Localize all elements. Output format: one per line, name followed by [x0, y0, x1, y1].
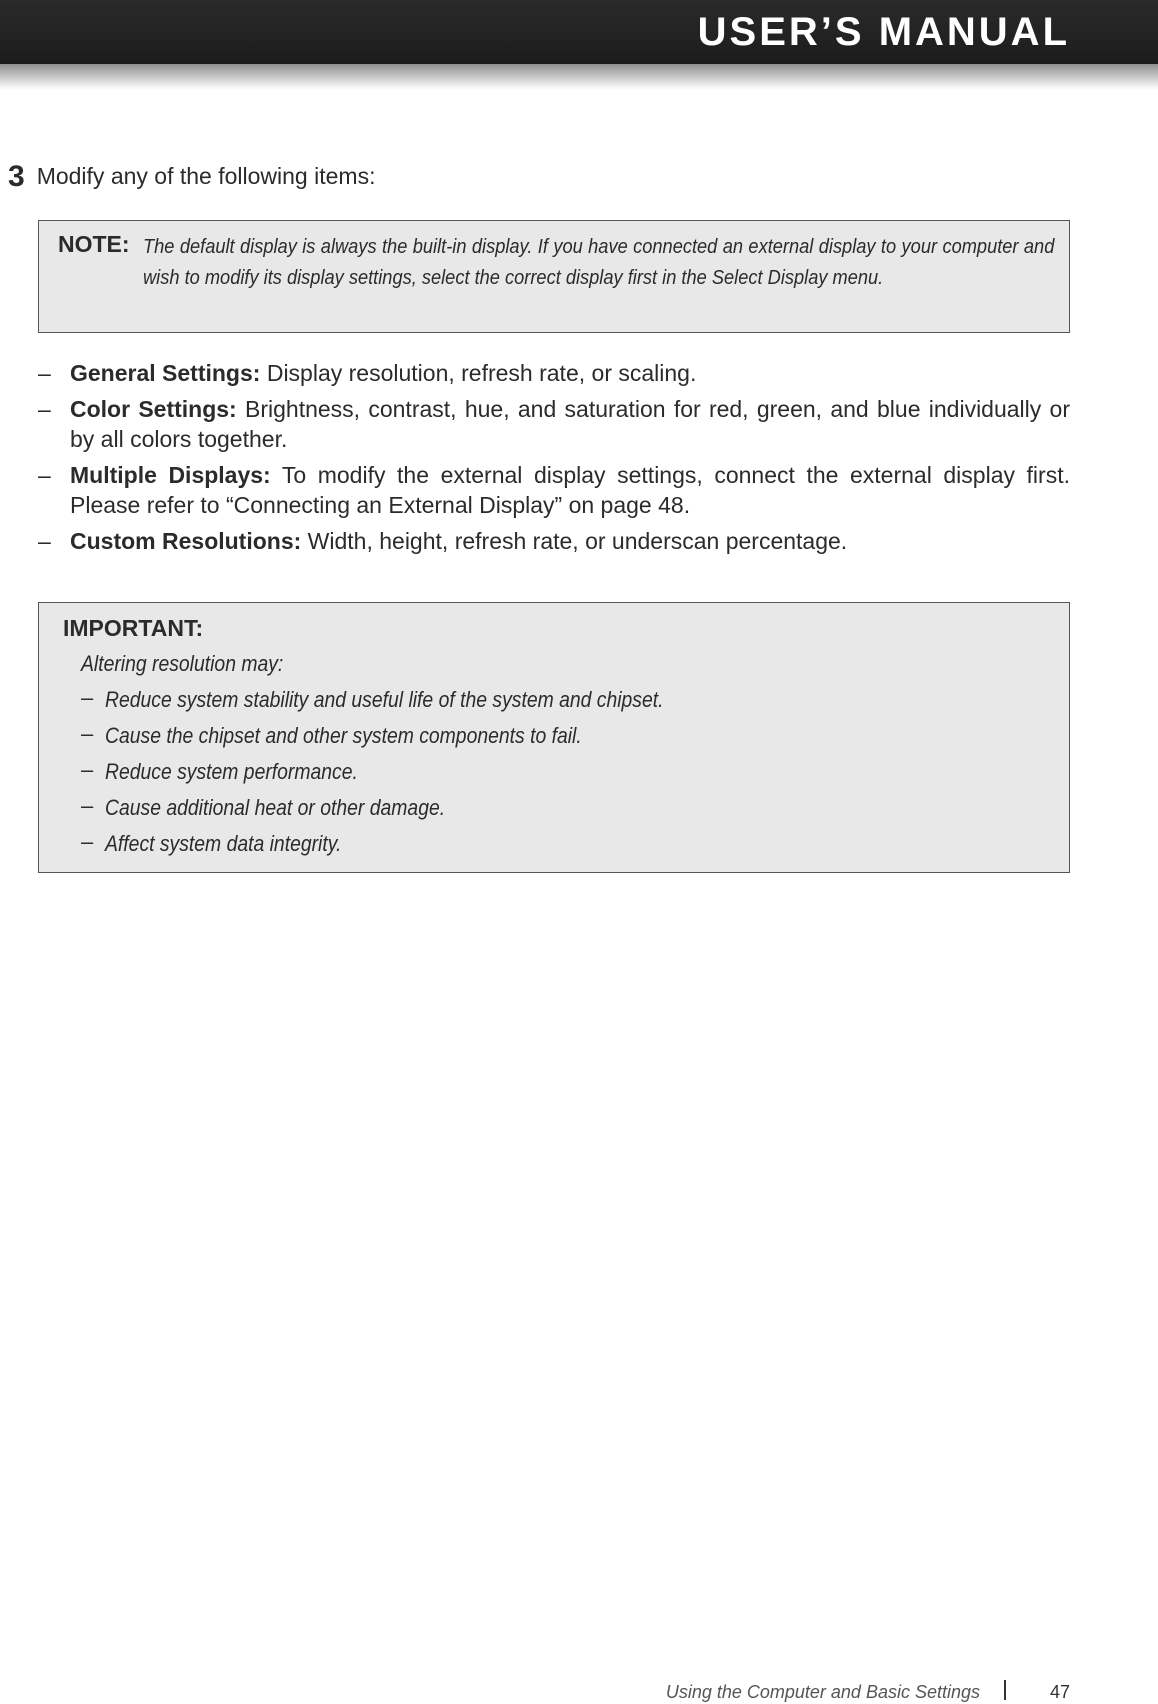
footer-section-title: Using the Computer and Basic Settings — [665, 1682, 980, 1702]
important-item-text: Affect system data integrity. — [105, 831, 342, 856]
list-item — [38, 526, 1070, 556]
dash: – — [81, 757, 94, 782]
item-desc: Brightness, contrast, hue, and saturation for red, green, and blue individually or by all colors together. — [70, 396, 1071, 452]
important-box — [38, 602, 1070, 873]
dash: – — [38, 462, 51, 488]
important-item-text: Reduce system stability and useful life of the system and chipset. — [105, 687, 664, 712]
page-number: 47 — [1049, 1682, 1070, 1702]
note-box — [38, 220, 1070, 333]
footer-divider — [1004, 1680, 1006, 1700]
important-item-text: Cause additional heat or other damage. — [105, 795, 446, 820]
page-title: USER’S MANUAL — [697, 10, 1070, 54]
item-desc: To modify the external display settings, connect the external display first. Please refer to “Connecting an External Display” on page 48. — [70, 462, 1070, 518]
dash: – — [81, 829, 94, 854]
dash: – — [81, 721, 94, 746]
list-item — [38, 460, 1070, 520]
dash: – — [81, 793, 94, 818]
important-item-text: Reduce system performance. — [105, 759, 358, 784]
list-item — [38, 394, 1070, 454]
dash: – — [81, 685, 94, 710]
important-item-text: Cause the chipset and other system components to fail. — [105, 723, 582, 748]
step-3 — [8, 160, 375, 194]
item-term: Multiple Displays: — [70, 462, 271, 488]
step-text: Modify any of the following items: — [36, 163, 376, 189]
item-desc: Width, height, refresh rate, or underscan percentage. — [301, 528, 848, 554]
item-term: General Settings: — [70, 360, 261, 386]
note-text: The default display is always the built-in display. If you have connected an external display to your computer and wish to modify its display settings, select the correct display first in the Select Display menu. — [143, 235, 1055, 289]
important-label: IMPORTANT: — [63, 615, 204, 641]
note-label: NOTE: — [58, 231, 130, 257]
dash: – — [38, 528, 51, 554]
list-item — [38, 358, 1070, 388]
settings-list — [38, 358, 1070, 562]
dash: – — [38, 396, 51, 422]
item-desc: Display resolution, refresh rate, or scaling. — [260, 360, 697, 386]
header-shadow — [0, 64, 1158, 90]
important-intro: Altering resolution may: — [81, 651, 284, 676]
item-term: Custom Resolutions: — [70, 528, 302, 554]
step-number: 3 — [8, 160, 25, 193]
header-bar — [0, 0, 1158, 66]
dash: – — [38, 360, 51, 386]
item-term: Color Settings: — [70, 396, 237, 422]
